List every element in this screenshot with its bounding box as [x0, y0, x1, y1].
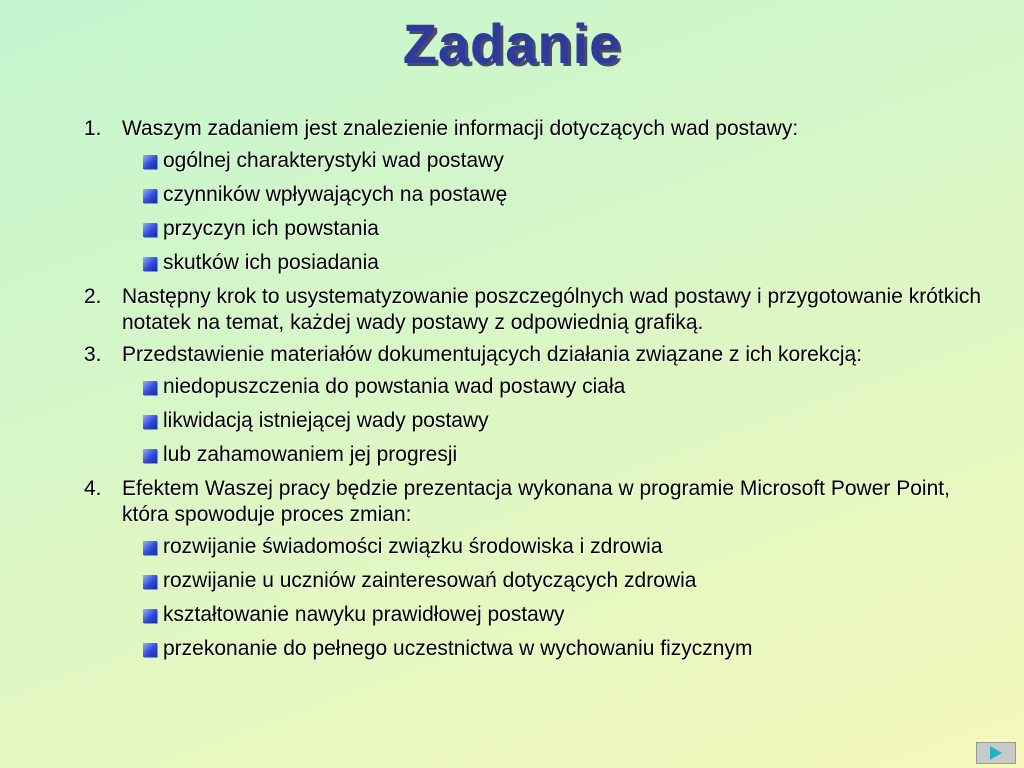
item-text: Waszym zadaniem jest znalezienie informacji dotyczących wad postawy: [122, 117, 799, 140]
sub-item-text: lub zahamowaniem jej progresji [163, 443, 458, 466]
next-arrow-icon [990, 746, 1002, 760]
task-list [84, 116, 984, 670]
item-number: 2. [84, 285, 102, 308]
sub-item-text: rozwijanie świadomości związku środowiska i zdrowia [163, 535, 663, 558]
sub-list-item [141, 442, 984, 468]
square-bullet-icon [143, 449, 157, 463]
sub-item-text: skutków ich posiadania [163, 251, 379, 274]
square-bullet-icon [143, 643, 157, 657]
sub-list-item [141, 250, 984, 276]
sub-item-text: czynników wpływających na postawę [163, 183, 508, 206]
sub-list-item [141, 182, 984, 208]
square-bullet-icon [143, 609, 157, 623]
sub-list-item [141, 602, 984, 628]
sub-list-item [141, 216, 984, 242]
square-bullet-icon [143, 381, 157, 395]
item-text: Przedstawienie materiałów dokumentujących działania związane z ich korekcją: [122, 343, 863, 366]
item-number: 4. [84, 477, 102, 500]
sub-list-item [141, 374, 984, 400]
list-item-2 [84, 284, 984, 336]
sub-item-text: niedopuszczenia do powstania wad postawy ciała [163, 375, 626, 398]
sub-item-text: rozwijanie u uczniów zainteresowań dotyczących zdrowia [163, 569, 697, 592]
sub-list-item [141, 408, 984, 434]
sub-item-text: ogólnej charakterystyki wad postawy [163, 149, 504, 172]
list-item-1 [84, 116, 984, 276]
square-bullet-icon [143, 575, 157, 589]
sub-list-item [141, 636, 984, 662]
square-bullet-icon [143, 155, 157, 169]
sub-item-text: przekonanie do pełnego uczestnictwa w wychowaniu fizycznym [163, 637, 753, 660]
sub-list [122, 374, 984, 468]
item-number: 1. [84, 117, 102, 140]
sub-list-item [141, 534, 984, 560]
sub-item-text: kształtowanie nawyku prawidłowej postawy [163, 603, 565, 626]
list-item-3 [84, 342, 984, 468]
square-bullet-icon [143, 223, 157, 237]
slide-title: Zadanie [402, 12, 622, 75]
list-item-4 [84, 476, 984, 662]
sub-list-item [141, 568, 984, 594]
sub-list-item [141, 148, 984, 174]
square-bullet-icon [143, 541, 157, 555]
sub-list [122, 534, 984, 662]
square-bullet-icon [143, 189, 157, 203]
next-slide-button[interactable] [976, 742, 1016, 764]
sub-item-text: przyczyn ich powstania [163, 217, 379, 240]
item-text: Efektem Waszej pracy będzie prezentacja wykonana w programie Microsoft Power Point, która spowoduje proces zmian: [122, 477, 950, 526]
item-text: Następny krok to usystematyzowanie poszczególnych wad postawy i przygotowanie krótkich notatek na temat, każdej wady postawy z odpowiednią grafiką. [122, 285, 982, 334]
square-bullet-icon [143, 257, 157, 271]
square-bullet-icon [143, 415, 157, 429]
item-number: 3. [84, 343, 102, 366]
sub-list [122, 148, 984, 276]
sub-item-text: likwidacją istniejącej wady postawy [163, 409, 489, 432]
